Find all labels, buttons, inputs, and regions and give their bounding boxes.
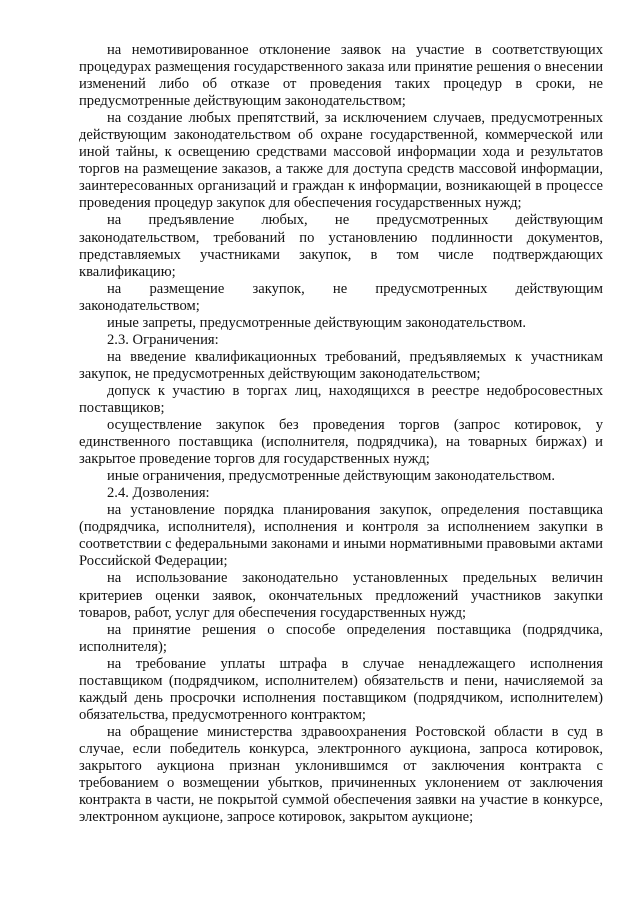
paragraph-ban-authenticity-requirements: на предъявление любых, не предусмотренных действующим законодательством, требований по установлению подлинности документов, представляемых участниками закупок, в том числе подтверждающих квалификацию; bbox=[79, 212, 603, 280]
paragraph-permission-penalty: на требование уплаты штрафа в случае ненадлежащего исполнения поставщиком (подрядчиком, исполнителем) обязательств и пени, начисляемой за каждый день просрочки исполнения поставщиком (подрядчиком, исполнителем) обязательства, предусмотренного контрактом; bbox=[79, 655, 603, 723]
paragraph-other-bans: иные запреты, предусмотренные действующим законодательством. bbox=[107, 314, 527, 331]
paragraph-ban-unjustified-rejection: на немотивированное отклонение заявок на участие в соответствующих процедурах размещения государственного заказа или принятие решения о внесении изменений либо об отказе от проведения таких процедур в сроки, не предусмотренные действующим законодательством; bbox=[79, 42, 603, 110]
document-page bbox=[79, 42, 603, 826]
paragraph-restriction-qualification: на введение квалификационных требований, предъявляемых к участникам закупок, не предусмотренных действующим законодательством; bbox=[79, 348, 603, 382]
paragraph-permission-court-appeal: на обращение министерства здравоохранения Ростовской области в суд в случае, если победитель конкурса, электронного аукциона, запроса котировок, закрытого аукциона признан уклонившимся от заключения контракта с требованием о возмещении убытков, причиненных уклонением от заключения контракта в части, не покрытой суммой обеспечения заявки на участие в конкурсе, электронном аукционе, запросе котировок, закрытом аукционе; bbox=[79, 723, 603, 826]
paragraph-permission-method-decision: на принятие решения о способе определения поставщика (подрядчика, исполнителя); bbox=[79, 621, 603, 655]
paragraph-ban-obstacles-media: на создание любых препятствий, за исключением случаев, предусмотренных действующим законодательством об охране государственной, коммерческой или иной тайны, к освещению средствами массовой информации хода и результатов торгов на размещение заказов, а также для доступа средств массовой информации, заинтересованных организаций и граждан к информации, возникающей в процессе проведения процедур закупок для обеспечения государственных нужд; bbox=[79, 110, 603, 212]
paragraph-restriction-unreliable-suppliers: допуск к участию в торгах лиц, находящихся в реестре недобросовестных поставщиков; bbox=[79, 382, 603, 416]
paragraph-restriction-no-tender: осуществление закупок без проведения торгов (запрос котировок, у единственного поставщика (исполнителя, подрядчика), на товарных биржах) и закрытое проведение торгов для государственных нужд; bbox=[79, 417, 603, 468]
section-heading-permissions: 2.4. Дозволения: bbox=[107, 485, 210, 502]
paragraph-other-restrictions: иные ограничения, предусмотренные действующим законодательством. bbox=[107, 468, 556, 485]
paragraph-permission-criteria: на использование законодательно установленных предельных величин критериев оценки заявок, окончательных предложений участников закупки товаров, работ, услуг для обеспечения государственных нужд; bbox=[79, 570, 603, 621]
paragraph-permission-planning: на установление порядка планирования закупок, определения поставщика (подрядчика, исполнителя), исполнения и контроля за исполнением закупки в соответствии с федеральными законами и иными нормативными правовыми актами Российской Федерации; bbox=[79, 502, 603, 570]
paragraph-ban-unlawful-procurement: на размещение закупок, не предусмотренных действующим законодательством; bbox=[79, 280, 603, 314]
section-heading-restrictions: 2.3. Ограничения: bbox=[107, 331, 219, 348]
